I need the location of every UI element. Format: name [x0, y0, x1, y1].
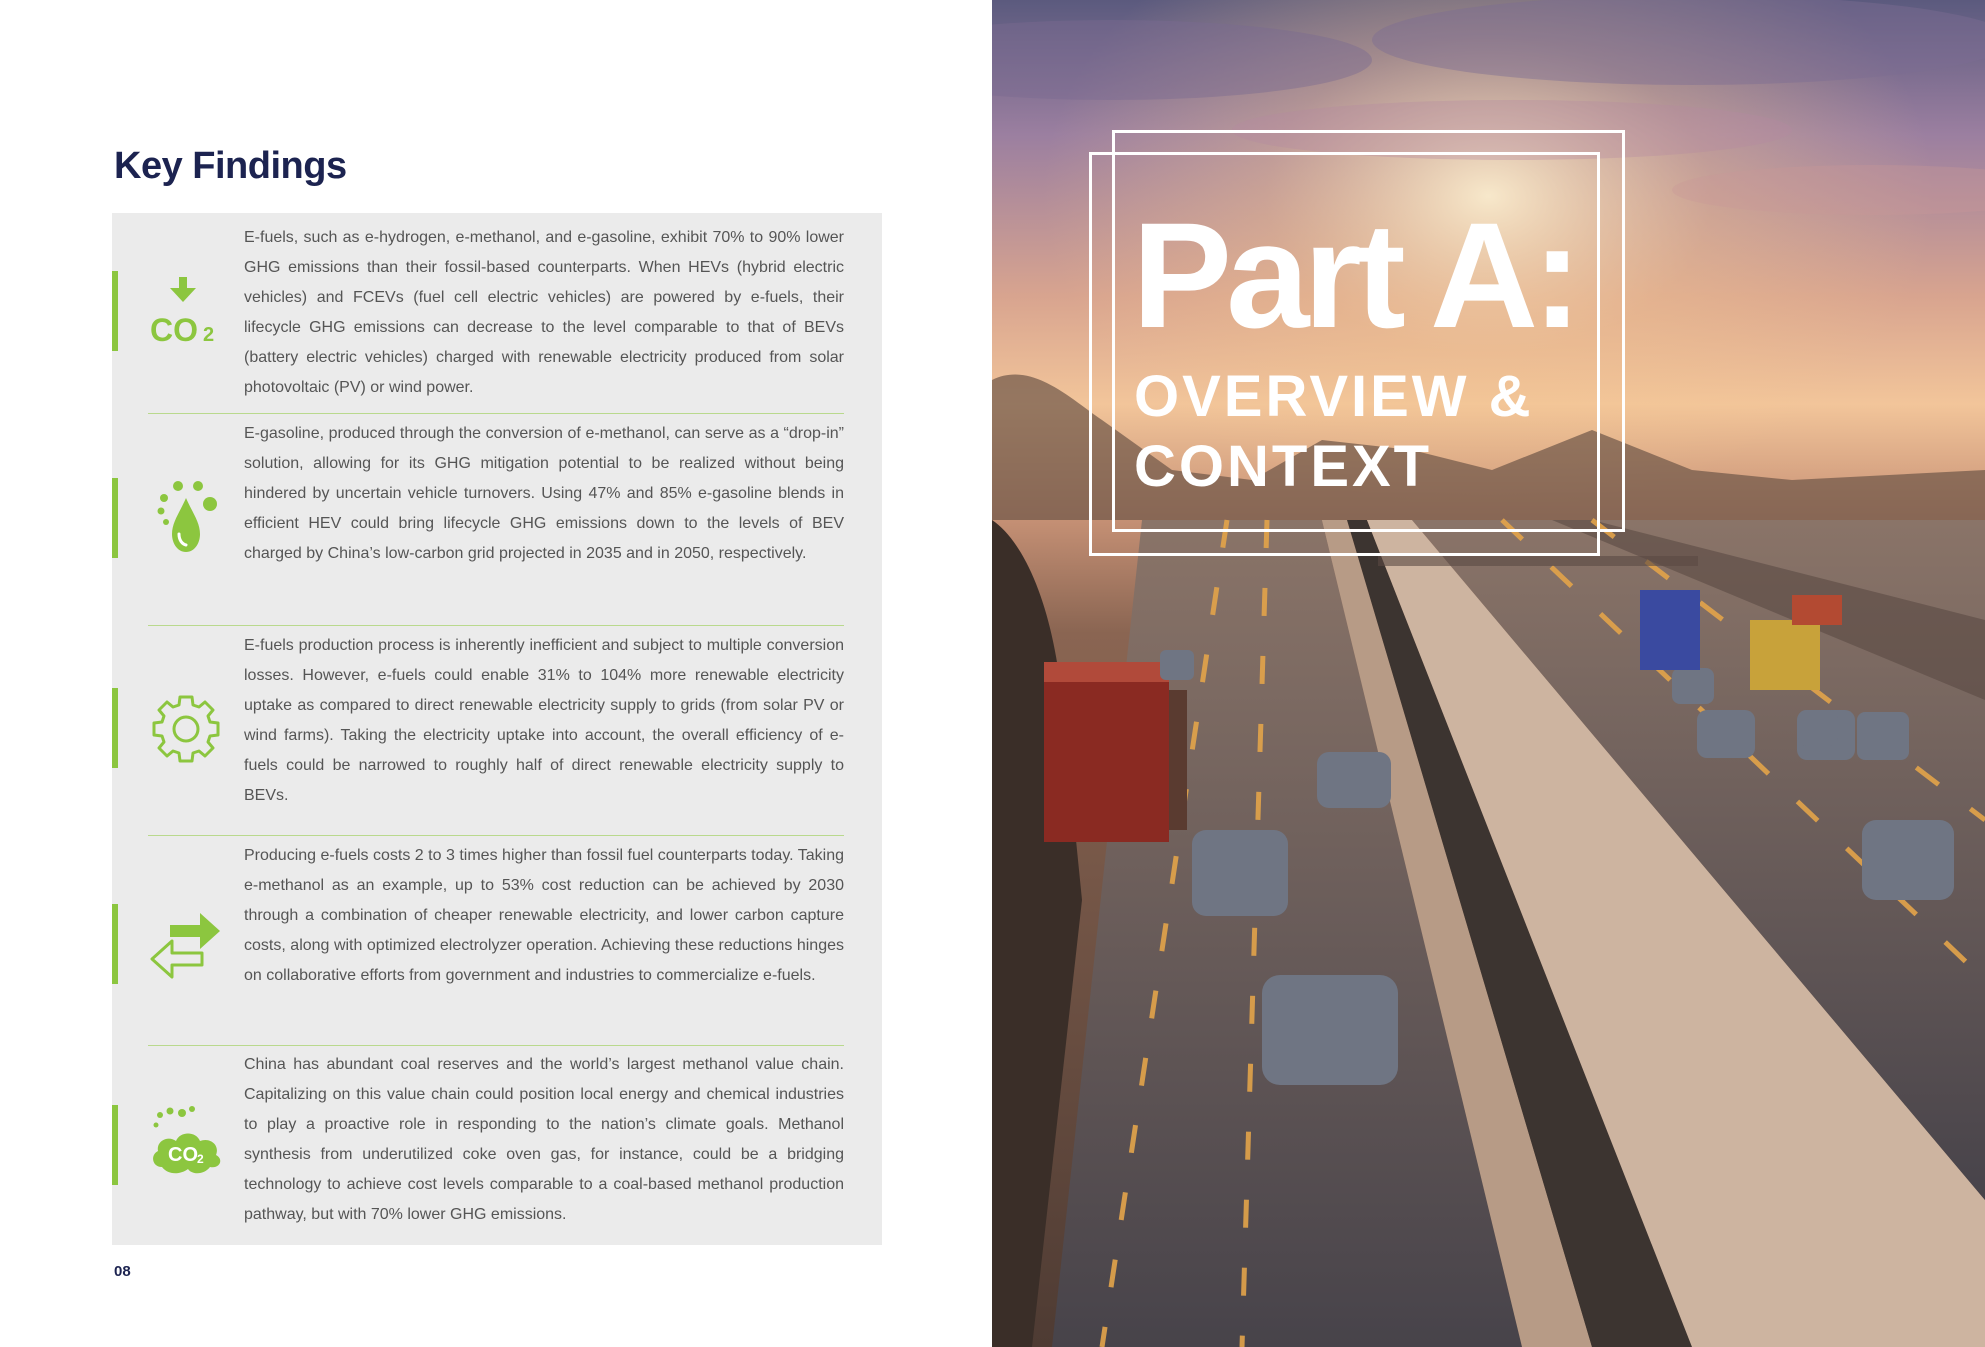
finding-text: China has abundant coal reserves and the world’s largest methanol value chain. Capitalizing on this value chain could position local energy and chemical industries to play a proactive role in responding to the nation’s climate goals. Methanol synthesis from underutilized coke oven gas, for instance, could be a bridging technology to achieve cost levels comparable to a coal-based methanol production pathway, but with 70% lower GHG emissions. [244, 1056, 844, 1223]
finding-text: Producing e-fuels costs 2 to 3 times higher than fossil fuel counterparts today. Taking e-methanol as an example, up to 53% cost reduction can be achieved by 2030 through a combination of cheaper renewable electricity, and lower carbon capture costs, along with optimized electrolyzer operation. Achieving these reductions hinges on collaborative efforts from government and industries to commercialize e-fuels. [244, 847, 844, 984]
co2-down-icon [148, 275, 224, 351]
finding-text: E-fuels production process is inherently inefficient and subject to multiple conversion losses. However, e-fuels could enable 31% to 104% more renewable electricity uptake as compared to direct renewable electricity supply to grids (from solar PV or wind farms). Taking the electricity uptake into account, the overall efficiency of e-fuels could be narrowed to roughly half of direct renewable electricity supply to BEVs. [244, 637, 844, 804]
gear-icon [148, 691, 224, 767]
left-page [0, 0, 992, 1347]
part-title: Part A: [1132, 191, 1577, 359]
right-page [992, 0, 1985, 1347]
subtitle-line: CONTEXT [1134, 434, 1433, 499]
exchange-arrows-icon [148, 907, 224, 983]
page-title: Key Findings [114, 145, 347, 187]
part-subtitle [1134, 362, 1534, 502]
svg-text:CO: CO [168, 1144, 198, 1166]
finding-text: E-fuels, such as e-hydrogen, e-methanol, and e-gasoline, exhibit 70% to 90% lower GHG emissions than their fossil-based counterparts. When HEVs (hybrid electric vehicles) and FCEVs (fuel cell electric vehicles) are powered by e-fuels, their lifecycle GHG emissions can decrease to the level comparable to that of BEVs (battery electric vehicles) charged with renewable electricity produced from solar photovoltaic (PV) or wind power. [244, 229, 844, 396]
co2-cloud-icon [148, 1105, 224, 1181]
finding-text: E-gasoline, produced through the conversion of e-methanol, can serve as a “drop-in” solution, allowing for its GHG mitigation potential to be realized without being hindered by uncertain vehicle turnovers. Using 47% and 85% e-gasoline blends in efficient HEV could bring lifecycle GHG emissions down to the levels of BEV charged by China’s low-carbon grid projected in 2035 and in 2050, respectively. [244, 425, 844, 562]
svg-text:2: 2 [203, 324, 215, 346]
accent-bar [112, 1105, 118, 1185]
accent-bar [112, 688, 118, 768]
divider [148, 625, 844, 626]
accent-bar [112, 904, 118, 984]
divider [148, 413, 844, 414]
accent-bar [112, 271, 118, 351]
divider [148, 1045, 844, 1046]
subtitle-line: OVERVIEW & [1134, 364, 1534, 429]
svg-text:CO: CO [150, 312, 198, 348]
divider [148, 835, 844, 836]
svg-text:2: 2 [197, 1152, 204, 1166]
page-number: 08 [114, 1263, 131, 1280]
fuel-drop-icon [148, 480, 224, 556]
key-findings-panel [112, 213, 882, 1245]
accent-bar [112, 478, 118, 558]
